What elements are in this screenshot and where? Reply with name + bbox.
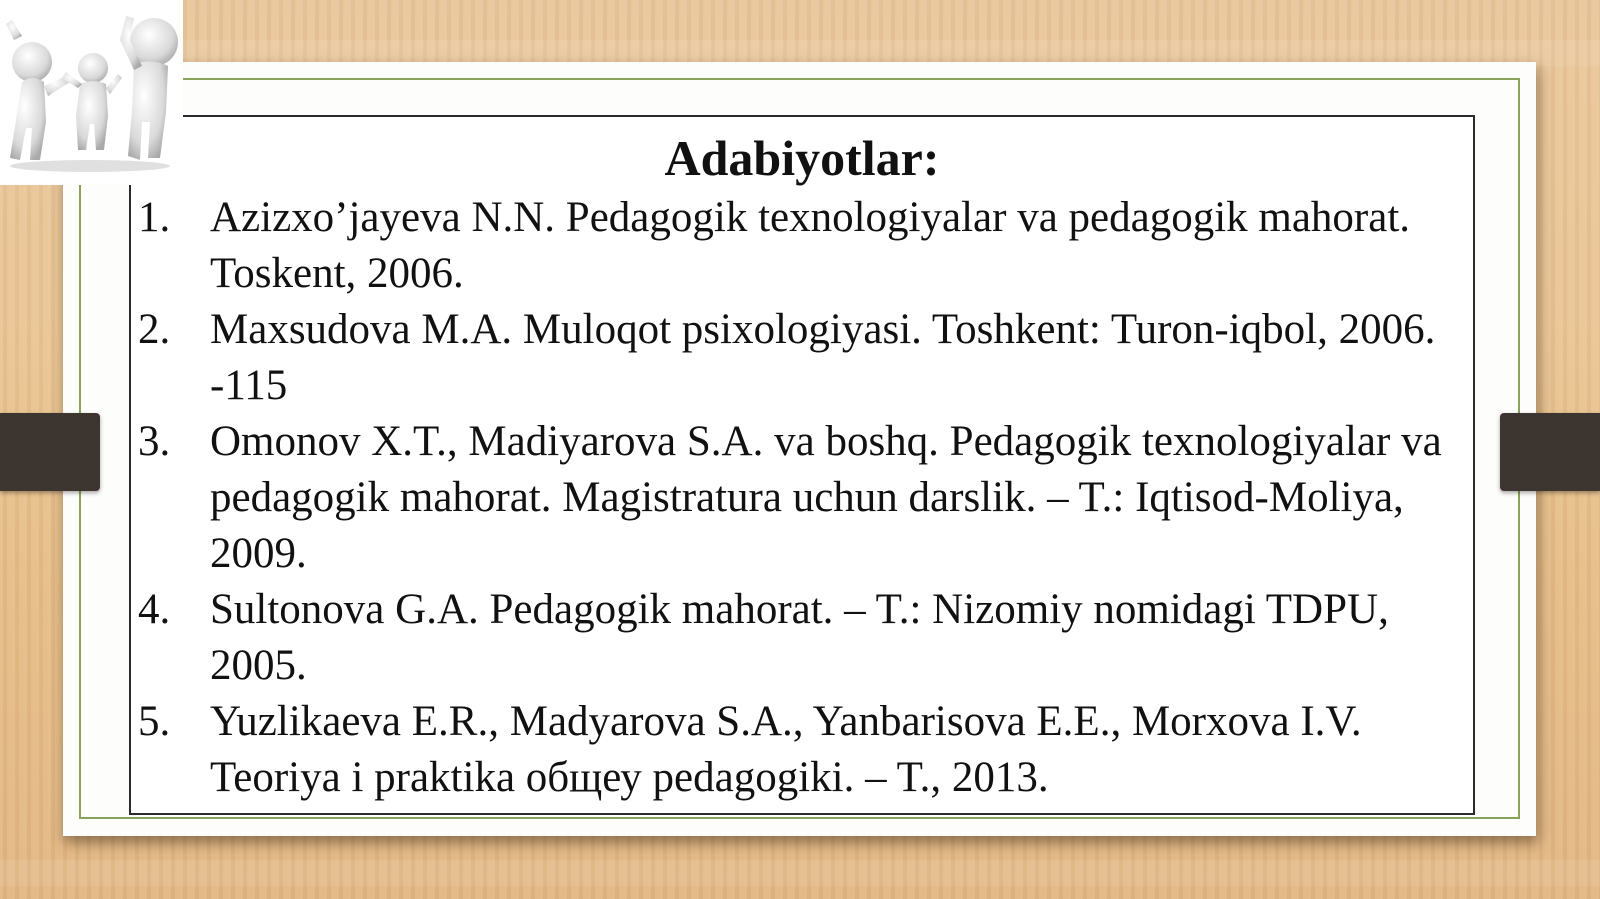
reference-item	[138, 302, 1458, 414]
reference-text: Omonov X.T., Madiyarova S.A. va boshq. Pedagogik texnologiyalar va pedagogik mahorat. Magistratura uchun darslik. – T.: Iqtisod-Moliya, 2009.	[210, 418, 1442, 577]
reference-number: 1.	[138, 194, 171, 241]
reference-item	[138, 414, 1458, 582]
slide-title: Adabiyotlar:	[664, 130, 940, 186]
reference-number: 2.	[138, 306, 171, 353]
reference-number: 3.	[138, 418, 171, 465]
reference-text: Maxsudova M.A. Muloqot psixologiyasi. Toshkent: Turon-iqbol, 2006. -115	[210, 306, 1436, 409]
right-binder-clip	[1500, 413, 1600, 491]
reference-number: 5.	[138, 698, 171, 745]
reference-text: Yuzlikaeva E.R., Madyarova S.A., Yanbarisova E.E., Morxova I.V. Teoriya i praktika общеу pedagogiki. – T., 2013.	[210, 698, 1362, 801]
reference-text: Sultonova G.A. Pedagogik mahorat. – T.: Nizomiy nomidagi TDPU, 2005.	[210, 586, 1389, 689]
reference-text: Azizxo’jayeva N.N. Pedagogik texnologiyalar va pedagogik mahorat. Toskent, 2006.	[210, 194, 1411, 297]
reference-list	[138, 190, 1458, 806]
left-binder-clip	[0, 413, 100, 491]
reference-item	[138, 694, 1458, 806]
reference-item	[138, 582, 1458, 694]
reference-item	[138, 190, 1458, 302]
reference-number: 4.	[138, 586, 171, 633]
wood-grain-band	[0, 860, 1600, 886]
